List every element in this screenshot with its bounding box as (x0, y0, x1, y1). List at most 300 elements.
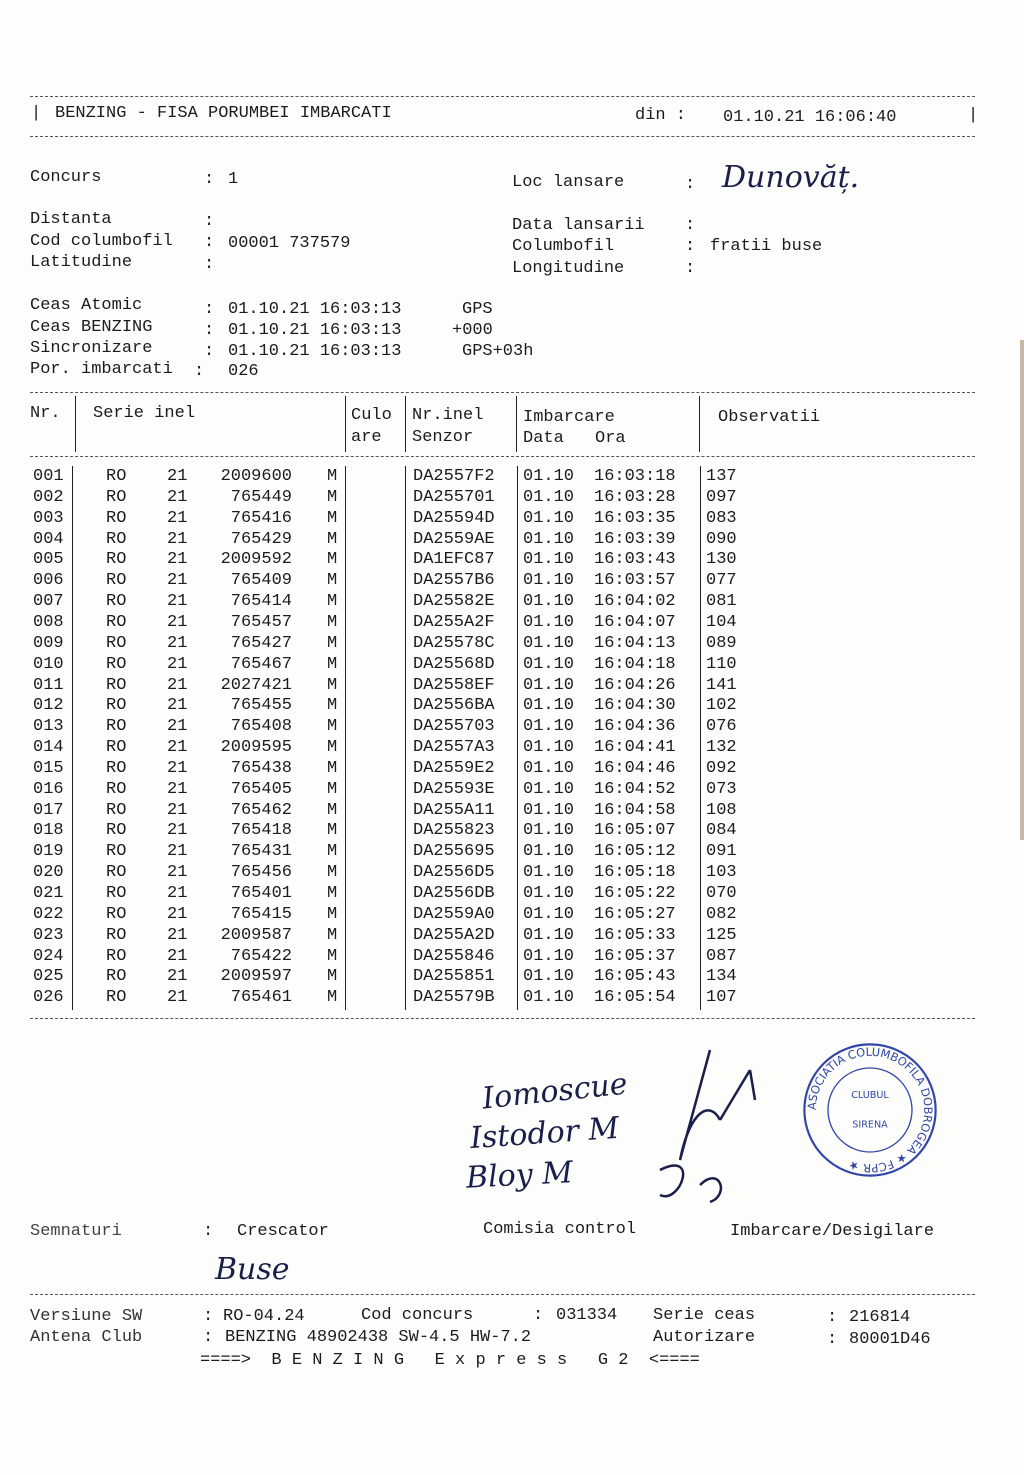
row-sex: M (327, 779, 338, 799)
row-sensor: DA255A2F (413, 612, 495, 632)
row-country: RO (106, 487, 127, 507)
row-date: 01.10 (523, 800, 575, 820)
colon: : (685, 259, 696, 278)
row-sensor: DA2559AE (413, 529, 495, 549)
row-observation: 081 (706, 592, 737, 612)
row-sex: M (327, 738, 338, 758)
svg-text:SIRENA: SIRENA (852, 1119, 888, 1131)
table-row (0, 613, 1000, 634)
scan-edge (1020, 340, 1024, 840)
ceas-atomic-note: GPS (462, 300, 493, 319)
row-sex: M (327, 696, 338, 716)
row-nr: 020 (33, 863, 64, 883)
signature-name-3: Bloy M (465, 1155, 574, 1196)
row-sensor: DA255703 (413, 717, 495, 737)
row-nr: 011 (33, 675, 64, 695)
row-ring-number: 765401 (230, 884, 292, 903)
row-observation: 141 (706, 675, 737, 695)
row-nr: 009 (33, 633, 64, 653)
row-date: 01.10 (523, 925, 575, 945)
row-year: 21 (167, 842, 188, 862)
row-date: 01.10 (523, 717, 575, 737)
row-country: RO (106, 654, 127, 674)
row-ring-number: 765467 (230, 654, 292, 674)
row-country: RO (106, 988, 127, 1008)
row-country: RO (106, 800, 127, 820)
row-date: 01.10 (523, 988, 575, 1008)
row-sensor: DA255851 (413, 967, 495, 987)
row-date: 01.10 (523, 884, 575, 903)
row-sensor: DA255695 (413, 842, 495, 862)
row-time: 16:04:26 (594, 675, 676, 695)
row-time: 16:04:07 (594, 612, 676, 632)
table-rule-header (30, 456, 975, 457)
table-row (0, 801, 1000, 822)
colon: : (203, 1222, 214, 1241)
th-ora: Ora (595, 429, 626, 448)
colon: : (194, 362, 205, 381)
row-ring-number: 765431 (230, 842, 292, 862)
table-row (0, 926, 1000, 947)
row-observation: 097 (706, 487, 737, 507)
footer-rule (30, 1294, 975, 1295)
row-sensor: DA25578C (413, 633, 495, 653)
table-row (0, 509, 1000, 530)
row-country: RO (106, 863, 127, 883)
row-sex: M (327, 592, 338, 612)
row-year: 21 (167, 946, 188, 966)
row-ring-number: 765414 (230, 592, 292, 612)
row-nr: 007 (33, 592, 64, 612)
row-date: 01.10 (523, 654, 575, 674)
row-sensor: DA25568D (413, 654, 495, 674)
concurs-value: 1 (228, 170, 239, 189)
table-row (0, 571, 1000, 592)
row-ring-number: 765429 (230, 529, 292, 549)
row-sensor: DA2556D5 (413, 863, 495, 883)
colon: : (204, 321, 215, 340)
row-sex: M (327, 467, 338, 486)
row-country: RO (106, 779, 127, 799)
table-row (0, 988, 1000, 1009)
row-ring-number: 765427 (230, 633, 292, 653)
row-nr: 014 (33, 738, 64, 758)
row-sex: M (327, 800, 338, 820)
row-observation: 070 (706, 884, 737, 903)
col-divider (75, 396, 76, 452)
row-observation: 077 (706, 571, 737, 591)
row-nr: 025 (33, 967, 64, 987)
antena-club-label: Antena Club (30, 1328, 143, 1347)
latitudine-label: Latitudine (30, 253, 133, 272)
row-time: 16:03:28 (594, 487, 676, 507)
header-rule-bottom (30, 136, 975, 137)
row-time: 16:03:57 (594, 571, 676, 591)
table-row (0, 676, 1000, 697)
row-observation: 102 (706, 696, 737, 716)
row-nr: 004 (33, 529, 64, 549)
row-time: 16:05:33 (594, 925, 676, 945)
row-sensor: DA2557A3 (413, 738, 495, 758)
row-time: 16:03:43 (594, 550, 676, 570)
row-time: 16:04:58 (594, 800, 676, 820)
row-country: RO (106, 571, 127, 591)
row-year: 21 (167, 863, 188, 883)
row-observation: 110 (706, 654, 737, 674)
row-year: 21 (167, 529, 188, 549)
sincronizare-label: Sincronizare (30, 339, 153, 358)
row-nr: 015 (33, 758, 64, 778)
row-time: 16:05:27 (594, 904, 676, 924)
row-country: RO (106, 904, 127, 924)
row-time: 16:03:39 (594, 529, 676, 549)
table-row (0, 863, 1000, 884)
row-year: 21 (167, 571, 188, 591)
row-sensor: DA25582E (413, 592, 495, 612)
row-observation: 082 (706, 904, 737, 924)
row-nr: 021 (33, 884, 64, 903)
row-country: RO (106, 884, 127, 903)
row-observation: 104 (706, 612, 737, 632)
row-year: 21 (167, 925, 188, 945)
columbofil-value: fratii buse (710, 237, 823, 256)
row-observation: 103 (706, 863, 737, 883)
row-sensor: DA2556BA (413, 696, 495, 716)
row-date: 01.10 (523, 967, 575, 987)
row-sex: M (327, 967, 338, 987)
row-year: 21 (167, 467, 188, 486)
signature-scribble (640, 1040, 770, 1210)
row-year: 21 (167, 967, 188, 987)
versiune-sw-label: Versiune SW (30, 1307, 143, 1326)
header-bar-right: | (968, 106, 979, 125)
row-date: 01.10 (523, 633, 575, 653)
row-year: 21 (167, 633, 188, 653)
header-rule-top (30, 96, 975, 97)
row-sensor: DA2559E2 (413, 758, 495, 778)
distanta-label: Distanta (30, 210, 112, 229)
loc-lansare-value: Dunovăț. (722, 160, 860, 195)
row-sensor: DA2556DB (413, 884, 495, 903)
row-ring-number: 765455 (230, 696, 292, 716)
row-year: 21 (167, 717, 188, 737)
row-sensor: DA255A2D (413, 925, 495, 945)
longitudine-label: Longitudine (512, 259, 625, 278)
colon: : (204, 300, 215, 319)
row-ring-number: 2009587 (220, 925, 292, 945)
cod-columbofil-value: 00001 737579 (228, 234, 351, 253)
colon: : (533, 1306, 544, 1325)
row-ring-number: 765457 (230, 612, 292, 632)
row-sex: M (327, 654, 338, 674)
table-row (0, 884, 1000, 905)
row-country: RO (106, 842, 127, 862)
svg-text:CLUBUL: CLUBUL (851, 1089, 889, 1101)
row-year: 21 (167, 884, 188, 903)
row-sex: M (327, 988, 338, 1008)
row-observation: 108 (706, 800, 737, 820)
row-time: 16:05:54 (594, 988, 676, 1008)
data-lansarii-label: Data lansarii (512, 216, 645, 235)
row-sex: M (327, 904, 338, 924)
col-divider (405, 396, 406, 452)
antena-club-value: BENZING 48902438 SW-4.5 HW-7.2 (225, 1328, 532, 1347)
row-year: 21 (167, 550, 188, 570)
row-time: 16:05:43 (594, 967, 676, 987)
row-ring-number: 765418 (230, 821, 292, 841)
page-title: BENZING - FISA PORUMBEI IMBARCATI (55, 104, 392, 123)
row-year: 21 (167, 696, 188, 716)
row-sex: M (327, 884, 338, 903)
signature-name-2: Istodor M (468, 1110, 621, 1157)
row-sensor: DA2558EF (413, 675, 495, 695)
club-stamp (800, 1040, 940, 1186)
row-date: 01.10 (523, 904, 575, 924)
row-sensor: DA2557B6 (413, 571, 495, 591)
row-ring-number: 765405 (230, 779, 292, 799)
concurs-label: Concurs (30, 168, 102, 187)
row-country: RO (106, 738, 127, 758)
imbarcare-desigilare-label: Imbarcare/Desigilare (730, 1222, 935, 1241)
crescator-label: Crescator (237, 1222, 329, 1241)
row-year: 21 (167, 675, 188, 695)
row-country: RO (106, 592, 127, 612)
row-ring-number: 765409 (230, 571, 292, 591)
th-nr: Nr. (30, 404, 61, 423)
row-year: 21 (167, 508, 188, 528)
row-nr: 023 (33, 925, 64, 945)
row-sensor: DA255701 (413, 487, 495, 507)
ceas-atomic-value: 01.10.21 16:03:13 (228, 300, 402, 319)
th-senzor: Senzor (412, 428, 474, 447)
row-country: RO (106, 946, 127, 966)
row-nr: 012 (33, 696, 64, 716)
row-ring-number: 2009592 (220, 550, 292, 570)
row-nr: 003 (33, 508, 64, 528)
row-observation: 087 (706, 946, 737, 966)
row-date: 01.10 (523, 612, 575, 632)
th-serie-inel: Serie inel (93, 404, 196, 423)
svg-text:ASOCIATIA COLUMBOFILA DOBROGEA: ASOCIATIA COLUMBOFILA DOBROGEA ★ FCPR ★ (804, 1044, 936, 1176)
row-sex: M (327, 842, 338, 862)
row-observation: 092 (706, 758, 737, 778)
row-sensor: DA255846 (413, 946, 495, 966)
row-ring-number: 765416 (230, 508, 292, 528)
row-country: RO (106, 508, 127, 528)
table-row (0, 467, 1000, 488)
table-row (0, 821, 1000, 842)
row-observation: 130 (706, 550, 737, 570)
row-nr: 005 (33, 550, 64, 570)
row-sex: M (327, 717, 338, 737)
th-culoare-2: are (351, 428, 382, 447)
row-nr: 008 (33, 612, 64, 632)
benzing-express-banner: ====> B E N Z I N G E x p r e s s G 2 <==== (200, 1351, 700, 1370)
row-date: 01.10 (523, 592, 575, 612)
signature-name-1: Iomoscue (480, 1066, 630, 1117)
row-nr: 026 (33, 988, 64, 1008)
row-date: 01.10 (523, 758, 575, 778)
th-culoare: Culo (351, 406, 392, 425)
versiune-sw-value: RO-04.24 (223, 1307, 305, 1326)
col-divider (699, 396, 700, 452)
row-sex: M (327, 508, 338, 528)
row-date: 01.10 (523, 529, 575, 549)
ceas-atomic-label: Ceas Atomic (30, 296, 143, 315)
row-sensor: DA255823 (413, 821, 495, 841)
row-year: 21 (167, 612, 188, 632)
table-row (0, 780, 1000, 801)
row-nr: 022 (33, 904, 64, 924)
row-country: RO (106, 550, 127, 570)
table-row (0, 717, 1000, 738)
row-year: 21 (167, 800, 188, 820)
row-ring-number: 2009600 (220, 467, 292, 486)
row-observation: 137 (706, 467, 737, 486)
row-date: 01.10 (523, 675, 575, 695)
row-nr: 019 (33, 842, 64, 862)
row-sensor: DA25593E (413, 779, 495, 799)
row-date: 01.10 (523, 508, 575, 528)
row-sex: M (327, 675, 338, 695)
semnaturi-label: Semnaturi (30, 1222, 122, 1241)
colon: : (204, 255, 215, 274)
colon: : (203, 1328, 214, 1347)
row-time: 16:04:13 (594, 633, 676, 653)
row-date: 01.10 (523, 779, 575, 799)
row-time: 16:05:18 (594, 863, 676, 883)
row-observation: 134 (706, 967, 737, 987)
row-ring-number: 765438 (230, 758, 292, 778)
row-sex: M (327, 571, 338, 591)
row-date: 01.10 (523, 738, 575, 758)
row-year: 21 (167, 487, 188, 507)
row-sensor: DA2559A0 (413, 904, 495, 924)
table-row (0, 488, 1000, 509)
row-sex: M (327, 529, 338, 549)
row-sensor: DA25579B (413, 988, 495, 1008)
row-sensor: DA255A11 (413, 800, 495, 820)
row-nr: 013 (33, 717, 64, 737)
row-ring-number: 2027421 (220, 675, 292, 695)
cod-columbofil-label: Cod columbofil (30, 232, 173, 251)
row-sex: M (327, 550, 338, 570)
row-time: 16:04:30 (594, 696, 676, 716)
din-label: din : (635, 106, 687, 125)
row-ring-number: 765415 (230, 904, 292, 924)
row-time: 16:04:02 (594, 592, 676, 612)
sincronizare-note: GPS+03h (462, 342, 534, 361)
row-observation: 083 (706, 508, 737, 528)
row-sensor: DA2557F2 (413, 467, 495, 486)
th-data: Data (523, 429, 564, 448)
table-row (0, 738, 1000, 759)
row-date: 01.10 (523, 946, 575, 966)
row-year: 21 (167, 821, 188, 841)
row-country: RO (106, 633, 127, 653)
row-country: RO (106, 675, 127, 695)
row-time: 16:03:35 (594, 508, 676, 528)
row-observation: 076 (706, 717, 737, 737)
row-date: 01.10 (523, 821, 575, 841)
row-ring-number: 765456 (230, 863, 292, 883)
row-date: 01.10 (523, 550, 575, 570)
row-ring-number: 765408 (230, 717, 292, 737)
row-nr: 017 (33, 800, 64, 820)
row-observation: 090 (706, 529, 737, 549)
columbofil-label: Columbofil (512, 237, 615, 256)
row-observation: 107 (706, 988, 737, 1008)
row-ring-number: 765449 (230, 487, 292, 507)
row-country: RO (106, 529, 127, 549)
por-imbarcati-label: Por. imbarcati (30, 360, 173, 379)
table-rule-top (30, 392, 975, 393)
table-row (0, 759, 1000, 780)
row-country: RO (106, 967, 127, 987)
serie-ceas-value: 216814 (849, 1308, 911, 1327)
row-country: RO (106, 758, 127, 778)
row-date: 01.10 (523, 842, 575, 862)
row-time: 16:05:22 (594, 884, 676, 903)
row-time: 16:04:52 (594, 779, 676, 799)
col-divider (516, 396, 517, 452)
row-sex: M (327, 633, 338, 653)
col-divider (345, 396, 346, 452)
row-sex: M (327, 946, 338, 966)
colon: : (204, 170, 215, 189)
th-nr-inel: Nr.inel (412, 406, 484, 425)
row-observation: 089 (706, 633, 737, 653)
row-date: 01.10 (523, 487, 575, 507)
colon: : (204, 233, 215, 252)
row-sex: M (327, 612, 338, 632)
row-observation: 091 (706, 842, 737, 862)
th-observatii: Observatii (718, 408, 821, 427)
crescator-signature: Buse (215, 1252, 290, 1287)
row-nr: 024 (33, 946, 64, 966)
row-sensor: DA1EFC87 (413, 550, 495, 570)
din-value: 01.10.21 16:06:40 (723, 108, 897, 127)
sincronizare-value: 01.10.21 16:03:13 (228, 342, 402, 361)
row-observation: 073 (706, 779, 737, 799)
row-sensor: DA25594D (413, 508, 495, 528)
colon: : (203, 1307, 214, 1326)
ceas-benzing-note: +000 (452, 321, 493, 340)
row-time: 16:05:12 (594, 842, 676, 862)
table-row (0, 530, 1000, 551)
row-year: 21 (167, 738, 188, 758)
row-time: 16:05:07 (594, 821, 676, 841)
row-year: 21 (167, 654, 188, 674)
table-row (0, 967, 1000, 988)
row-year: 21 (167, 592, 188, 612)
table-row (0, 696, 1000, 717)
row-sex: M (327, 758, 338, 778)
cod-concurs-value: 031334 (556, 1306, 618, 1325)
ceas-benzing-value: 01.10.21 16:03:13 (228, 321, 402, 340)
row-date: 01.10 (523, 863, 575, 883)
row-year: 21 (167, 988, 188, 1008)
row-country: RO (106, 821, 127, 841)
row-time: 16:04:46 (594, 758, 676, 778)
row-time: 16:04:36 (594, 717, 676, 737)
row-nr: 018 (33, 821, 64, 841)
autorizare-value: 80001D46 (849, 1330, 931, 1349)
colon: : (827, 1308, 838, 1327)
comisia-control-label: Comisia control (483, 1220, 637, 1239)
colon: : (827, 1330, 838, 1349)
ceas-benzing-label: Ceas BENZING (30, 318, 153, 337)
